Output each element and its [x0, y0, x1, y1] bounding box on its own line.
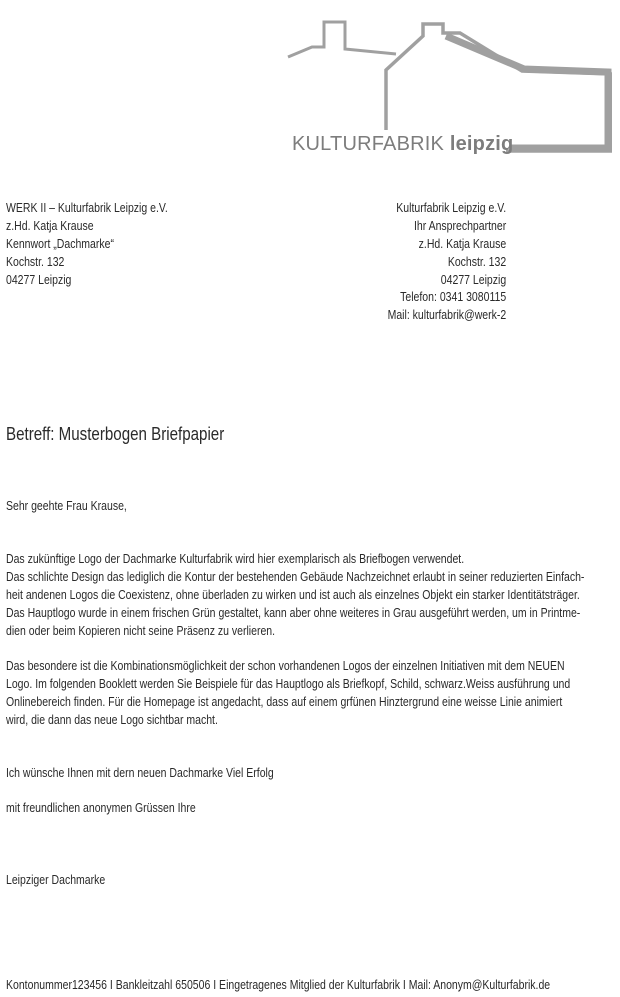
recipient-line: Kochstr. 132 [6, 254, 65, 269]
recipient-line: Kennwort „Dachmarke“ [6, 236, 114, 251]
recipient-line: WERK II – Kulturfabrik Leipzig e.V. [6, 201, 168, 215]
closing-line: mit freundlichen anonymen Grüssen Ihre [6, 801, 196, 815]
body-line: Onlinebereich finden. Für die Homepage ist angedacht, dass auf einem grfünen Hinztergrund eine weisse Linie animiert [6, 695, 563, 710]
signature: Leipziger Dachmarke [6, 873, 106, 887]
body-line: Logo. Im folgenden Booklett werden Sie Beispiele für das Hauptlogo als Briefkopf, Schild, schwarz.Weiss ausführung und [6, 677, 571, 692]
sender-line: 04277 Leipzig [440, 272, 506, 287]
logo-name-bold: leipzig [449, 133, 514, 155]
body-line: Das schlichte Design das lediglich die Kontur der bestehenden Gebäude Nachzeichnet erlaubt in seiner reduzierten Einfach- [6, 570, 585, 585]
body-paragraph-2 [6, 657, 570, 729]
main-building-line [386, 24, 612, 151]
logo-name-regular: KULTURFABRIK [292, 133, 445, 155]
recipient-line: 04277 Leipzig [6, 272, 72, 287]
roof-band [446, 36, 608, 148]
salutation: Sehr geehte Frau Krause, [6, 499, 127, 513]
logo-wordmark [292, 133, 513, 155]
body-line: Das besondere ist die Kombinationsmöglichkeit der schon vorhandenen Logos der einzelnen Initiativen mit dem NEUEN [6, 659, 565, 673]
sender-line: Kochstr. 132 [447, 254, 506, 269]
body-line: wird, die dann das neue Logo sichtbar macht. [6, 713, 218, 728]
body-line: heit andenen Logos die Coexistenz, ohne überladen zu wirken und ist auch als einzelnes Objekt ein starker Identitätsträger. [6, 588, 580, 603]
sender-line: Kulturfabrik Leipzig e.V. [396, 201, 506, 215]
body-line: dien oder beim Kopieren nicht seine Präsenz zu verlieren. [6, 624, 276, 639]
sender-address [387, 200, 506, 325]
left-building-line [288, 22, 396, 57]
letter-subject: Betreff: Musterbogen Briefpapier [6, 424, 225, 444]
sender-mail: Mail: kulturfabrik@werk-2 [387, 308, 506, 323]
sender-line: z.Hd. Katja Krause [418, 236, 506, 251]
body-line: Das Hauptlogo wurde in einem frischen Grün gestaltet, kann aber ohne weiteres in Grau ausgeführt werden, um in Printme- [6, 606, 581, 621]
sender-line: Ihr Ansprechpartner [413, 218, 506, 233]
sender-phone: Telefon: 0341 3080115 [399, 290, 506, 305]
recipient-line: z.Hd. Katja Krause [6, 218, 94, 233]
wish-line: Ich wünsche Ihnen mit dern neuen Dachmarke Viel Erfolg [6, 766, 274, 780]
body-line: Das zukünftige Logo der Dachmarke Kulturfabrik wird hier exemplarisch als Briefbogen verwendet. [6, 552, 465, 566]
body-paragraph-1 [6, 550, 584, 640]
building-outline-icon [288, 22, 612, 151]
footer-bank-info: Kontonummer123456 I Bankleitzahl 650506 I Eingetragenes Mitglied der Kulturfabrik I Mail: Anonym@Kulturfabrik.de [6, 978, 551, 992]
recipient-address [6, 200, 168, 289]
